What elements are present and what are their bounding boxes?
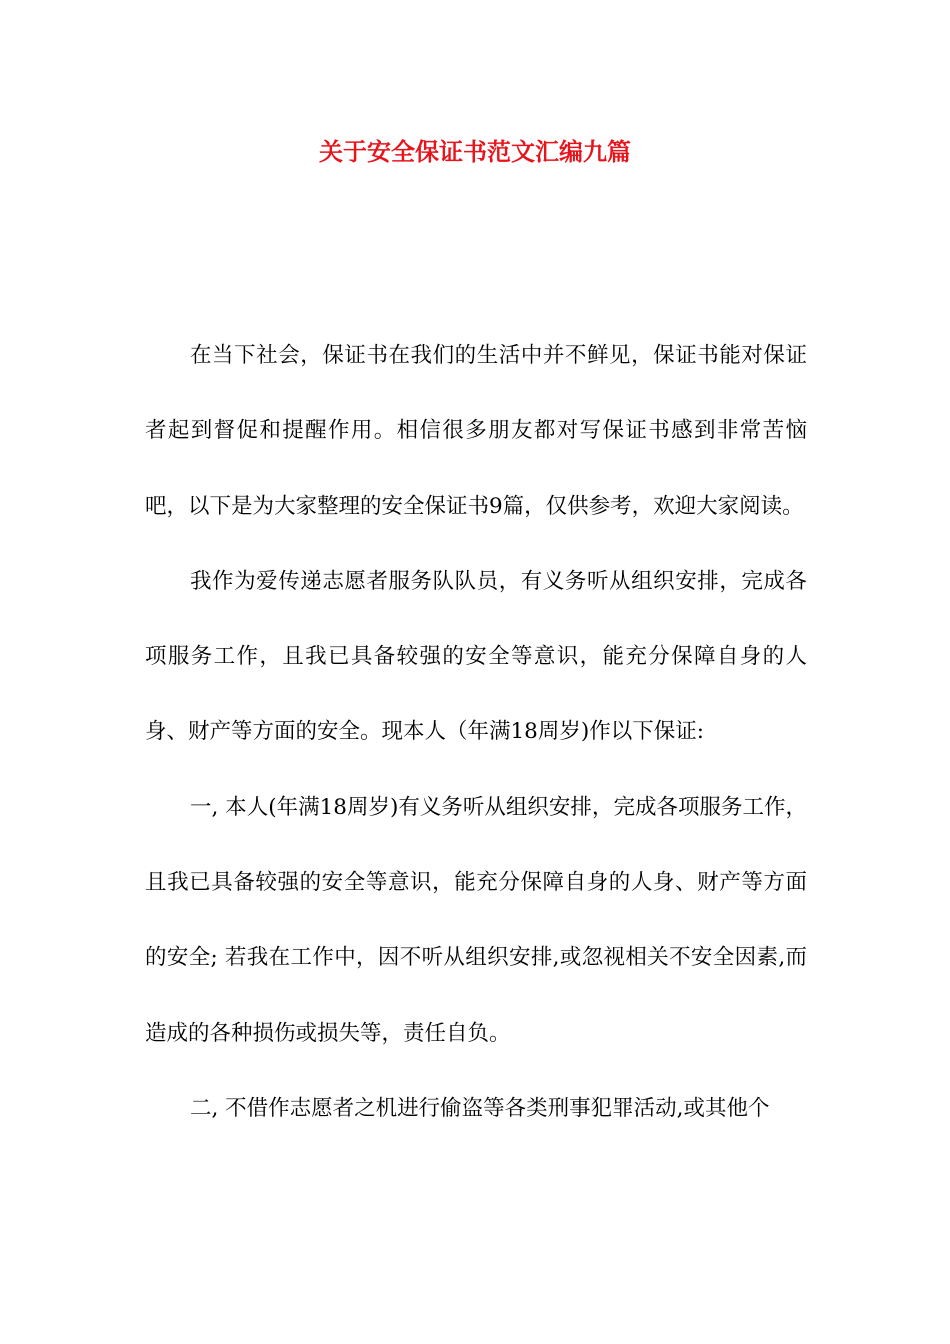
document-body — [145, 318, 807, 1146]
paragraph-statement: 我作为爱传递志愿者服务队队员，有义务听从组织安排，完成各项服务工作，且我已具备较强的安全等意识，能充分保障自身的人身、财产等方面的安全。现本人（年满18周岁)作以下保证: — [145, 568, 807, 745]
paragraph-item-one: 一, 本人(年满18周岁)有义务听从组织安排，完成各项服务工作，且我已具备较强的安全等意识，能充分保障自身的人身、财产等方面的安全; 若我在工作中，因不听从组织安排,或忽视相关不安全因素,而造成的各种损伤或损失等，责任自负。 — [145, 794, 807, 1046]
paragraph-intro: 在当下社会，保证书在我们的生活中并不鲜见，保证书能对保证者起到督促和提醒作用。相信很多朋友都对写保证书感到非常苦恼吧，以下是为大家整理的安全保证书9篇，仅供参考，欢迎大家阅读。 — [145, 343, 807, 519]
document-title: 关于安全保证书范文汇编九篇 — [319, 137, 631, 166]
paragraph-item-two: 二, 不借作志愿者之机进行偷盗等各类刑事犯罪活动,或其他个 — [190, 1095, 770, 1121]
